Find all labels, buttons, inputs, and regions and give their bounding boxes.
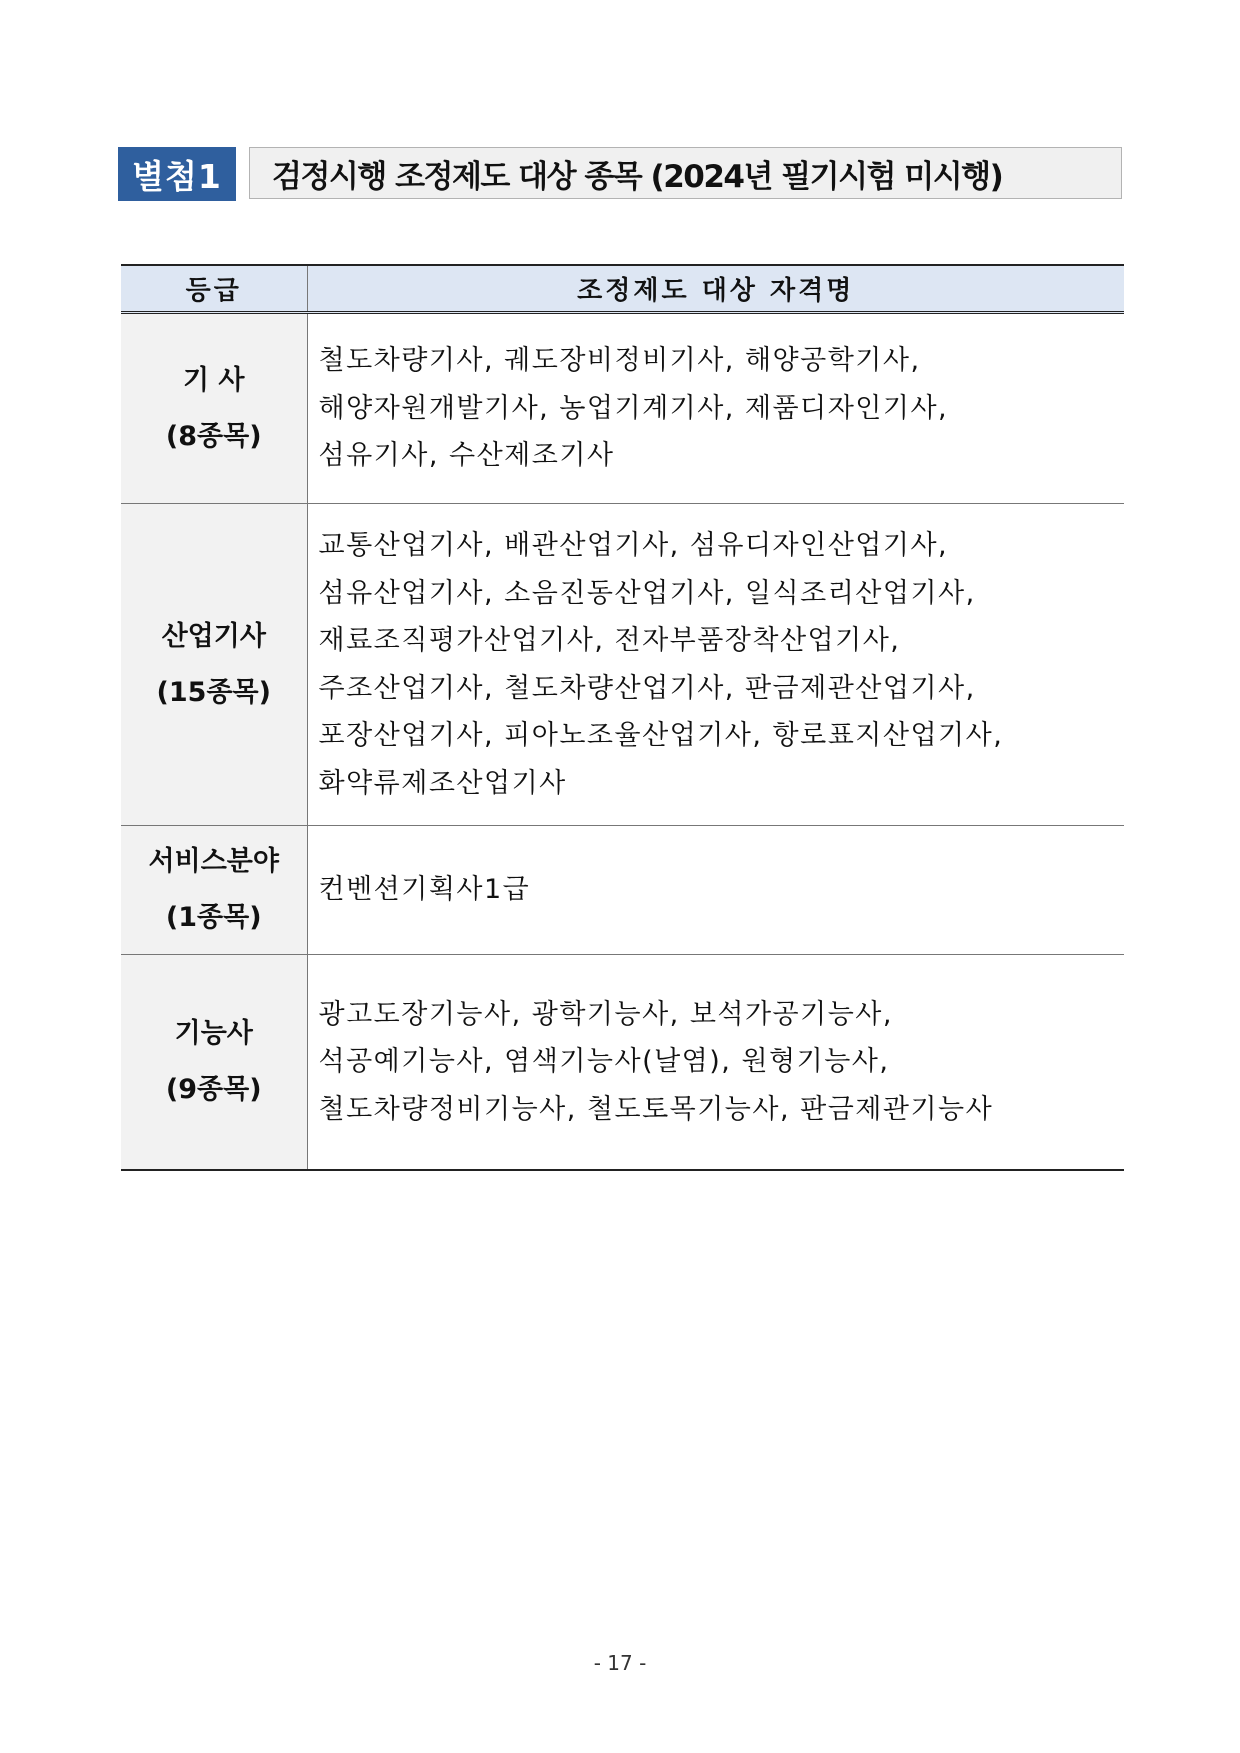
grade-count: (1종목): [165, 902, 262, 933]
grade-count: (9종목): [165, 1073, 262, 1105]
list-line: 섬유산업기사, 소음진동산업기사, 일식조리산업기사,: [318, 577, 976, 609]
list-line: 컨벤션기획사1급: [318, 874, 531, 906]
attachment-tag: 별첨1: [118, 147, 236, 201]
list-line: 철도차량정비기능사, 철도토목기능사, 판금제관기능사: [318, 1093, 994, 1125]
list-line: 포장산업기사, 피아노조율산업기사, 항로표지산업기사,: [318, 720, 1004, 751]
table-row: [121, 955, 1124, 1170]
grade-count: (15종목): [156, 676, 271, 708]
header-qualification-names: 조정제도 대상 자격명: [307, 265, 1124, 313]
grade-label: 기 사: [182, 364, 245, 396]
qualification-list: [307, 826, 1124, 955]
qualification-table: [121, 264, 1124, 1171]
header-grade: 등급: [121, 265, 307, 313]
grade-cell: [121, 313, 307, 504]
list-line: 해양자원개발기사, 농업기계기사, 제품디자인기사,: [318, 392, 949, 424]
list-line: 철도차량기사, 궤도장비정비기사, 해양공학기사,: [318, 345, 921, 377]
qualification-list: [307, 504, 1124, 826]
list-line: 주조산업기사, 철도차량산업기사, 판금제관산업기사,: [318, 672, 976, 704]
grade-cell: [121, 826, 307, 955]
list-line: 화약류제조산업기사: [318, 767, 567, 799]
table-row: [121, 826, 1124, 955]
grade-label: 서비스분야: [148, 846, 279, 877]
list-line: 석공예기능사, 염색기능사(날염), 원형기능사,: [318, 1046, 890, 1077]
list-line: 재료조직평가산업기사, 전자부품장착산업기사,: [318, 625, 901, 656]
list-line: 섬유기사, 수산제조기사: [318, 440, 615, 472]
table-row: [121, 313, 1124, 504]
grade-label: 산업기사: [161, 620, 266, 652]
table-row: [121, 504, 1124, 826]
table-header-row: [121, 265, 1124, 313]
list-line: 교통산업기사, 배관산업기사, 섬유디자인산업기사,: [318, 530, 949, 561]
list-line: 광고도장기능사, 광학기능사, 보석가공기능사,: [318, 998, 893, 1030]
qualification-list: [307, 313, 1124, 504]
qualification-list: [307, 955, 1124, 1170]
grade-count: (8종목): [165, 420, 262, 452]
grade-label: 기능사: [174, 1017, 253, 1049]
grade-cell: [121, 504, 307, 826]
grade-cell: [121, 955, 307, 1170]
title-row: [118, 147, 1124, 201]
page-title: 검정시행 조정제도 대상 종목 (2024년 필기시험 미시행): [249, 147, 1122, 199]
page-number: - 17 -: [593, 1651, 647, 1675]
